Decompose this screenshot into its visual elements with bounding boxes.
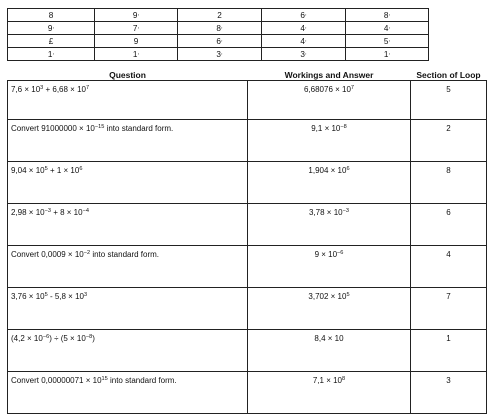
- question-row: [8, 81, 487, 120]
- exponent: ,: [52, 49, 55, 56]
- question-cell: [8, 330, 248, 372]
- expr-text: 4: [300, 36, 305, 46]
- exponent: ,: [304, 49, 307, 56]
- answer-cell: [248, 120, 411, 162]
- question-cell: [8, 120, 248, 162]
- expr-text: + 6,68 × 10: [43, 85, 86, 94]
- question-cell: [8, 372, 248, 414]
- exponent: 3: [40, 85, 44, 91]
- exponent: ,: [137, 10, 140, 17]
- answer-grid-cell: [8, 22, 95, 35]
- expr-text: ) ÷ (5 × 10: [49, 334, 86, 343]
- exponent: ,: [220, 36, 223, 43]
- expr-text: (4,2 × 10: [11, 334, 43, 343]
- expr-text: 7,6 × 10: [11, 85, 41, 94]
- answer-grid-cell: [262, 48, 346, 61]
- answer-cell: [248, 162, 411, 204]
- question-row: [8, 162, 487, 204]
- question-row: [8, 120, 487, 162]
- expr-text: 9,04 × 10: [11, 166, 45, 175]
- exponent: −8: [340, 124, 347, 130]
- section-cell: 1: [411, 330, 487, 372]
- expr-text: into standard form.: [107, 376, 177, 385]
- expr-text: 3,78 × 10: [309, 208, 343, 217]
- expr-text: - 5,8 × 10: [47, 292, 84, 301]
- exponent: −3: [44, 208, 51, 214]
- section-cell: 5: [411, 81, 487, 120]
- exponent: 5: [44, 166, 48, 172]
- exponent: ,: [388, 36, 391, 43]
- workings-header: Workings and Answer: [284, 69, 374, 80]
- exponent: ,: [220, 23, 223, 30]
- expr-text: 3,76 × 10: [11, 292, 45, 301]
- answer-grid-cell: [346, 22, 429, 35]
- expr-text: 2: [217, 10, 222, 20]
- answer-grid-cell: [346, 48, 429, 61]
- answer-grid-cell: [178, 22, 262, 35]
- expr-text: Convert 0,0009 × 10: [11, 250, 84, 259]
- exponent: ,: [304, 23, 307, 30]
- expr-text: 1: [383, 49, 389, 59]
- expr-text: 3,702 × 10: [308, 292, 347, 301]
- expr-text: 9: [47, 23, 53, 33]
- answer-cell: [248, 288, 411, 330]
- exponent: ,: [52, 23, 55, 30]
- answer-cell: [248, 204, 411, 246]
- expr-text: 6: [300, 10, 305, 20]
- expr-text: 7: [132, 23, 138, 33]
- expr-text: 8: [216, 23, 221, 33]
- answer-grid-cell: [262, 35, 346, 48]
- exponent: 15: [101, 376, 108, 382]
- answer-grid-cell: [346, 9, 429, 22]
- expr-text: 8: [383, 10, 389, 20]
- question-row: [8, 330, 487, 372]
- answer-grid-cell: [8, 35, 95, 48]
- exponent: −8: [85, 334, 93, 340]
- section-header: Section of Loop: [416, 69, 481, 80]
- question-row: [8, 372, 487, 414]
- exponent: 5: [346, 292, 350, 298]
- exponent: −3: [342, 208, 349, 214]
- answer-grid-row: [8, 22, 429, 35]
- answer-grid-cell: [262, 9, 346, 22]
- section-cell: 8: [411, 162, 487, 204]
- exponent: −6: [337, 250, 344, 256]
- expr-text: Convert 91000000 × 10: [11, 124, 95, 133]
- expr-text: 9: [132, 10, 138, 20]
- answer-grid-cell: [178, 35, 262, 48]
- expr-text: 9,1 × 10: [311, 124, 341, 133]
- answer-grid-cell: [95, 35, 178, 48]
- section-cell: 3: [411, 372, 487, 414]
- exponent: 6: [346, 166, 350, 172]
- section-cell: 2: [411, 120, 487, 162]
- exponent: 8: [342, 376, 346, 382]
- exponent: ,: [137, 23, 140, 30]
- exponent: 5: [44, 292, 48, 298]
- expr-text: 8,4 × 10: [314, 334, 344, 343]
- exponent: 6: [79, 166, 83, 172]
- expr-text: 2,98 × 10: [11, 208, 45, 217]
- exponent: ,: [137, 49, 140, 56]
- answer-grid-cell: [262, 22, 346, 35]
- expr-text: 1: [47, 49, 53, 59]
- answer-grid: [7, 8, 429, 61]
- expr-text: 9 × 10: [314, 250, 338, 259]
- questions-table: [7, 69, 487, 414]
- expr-text: Convert 0,00000071 × 10: [11, 376, 102, 385]
- expr-text: 1: [132, 49, 138, 59]
- expr-text: 6: [216, 36, 221, 46]
- answer-grid-cell: [8, 48, 95, 61]
- question-cell: [8, 162, 248, 204]
- answer-grid-cell: [346, 35, 429, 48]
- expr-text: 5: [383, 36, 389, 46]
- exponent: ,: [388, 49, 391, 56]
- expr-text: 4: [300, 23, 305, 33]
- answer-grid-cell: [178, 9, 262, 22]
- answer-grid-row: [8, 9, 429, 22]
- section-cell: 7: [411, 288, 487, 330]
- expr-text: + 1 × 10: [47, 166, 80, 175]
- answer-grid-cell: [8, 9, 95, 22]
- question-row: [8, 246, 487, 288]
- expr-text: into standard form.: [104, 124, 174, 133]
- expr-text: ): [92, 334, 95, 343]
- expr-text: + 8 × 10: [50, 208, 83, 217]
- exponent: 7: [85, 85, 90, 91]
- expr-text: £: [48, 36, 54, 46]
- question-cell: [8, 204, 248, 246]
- answer-cell: [248, 246, 411, 288]
- exponent: ,: [304, 36, 307, 43]
- exponent: ,: [220, 49, 223, 56]
- exponent: ,: [388, 10, 391, 17]
- question-row: [8, 288, 487, 330]
- question-row: [8, 204, 487, 246]
- expr-text: 3: [300, 49, 305, 59]
- expr-text: 3: [216, 49, 221, 59]
- answer-grid-cell: [95, 48, 178, 61]
- expr-text: 8: [48, 10, 54, 20]
- exponent: ,: [388, 23, 391, 30]
- expr-text: 1,904 × 10: [308, 166, 347, 175]
- expr-text: 9: [133, 36, 139, 46]
- question-cell: [8, 246, 248, 288]
- answer-grid-row: [8, 35, 429, 48]
- answer-grid-cell: [178, 48, 262, 61]
- expr-text: 6,68076 × 10: [303, 85, 351, 94]
- exponent: −4: [82, 208, 89, 214]
- exponent: −15: [94, 124, 105, 130]
- section-cell: 4: [411, 246, 487, 288]
- exponent: −2: [83, 250, 91, 256]
- exponent: 3: [83, 292, 88, 298]
- answer-cell: [248, 81, 411, 120]
- expr-text: into standard form.: [90, 250, 160, 259]
- expr-text: 4: [383, 23, 389, 33]
- exponent: 7: [350, 85, 355, 91]
- question-header: Question: [109, 69, 146, 80]
- answer-grid-cell: [95, 9, 178, 22]
- question-cell: [8, 81, 248, 120]
- answer-cell: [248, 330, 411, 372]
- expr-text: 7,1 × 10: [312, 376, 342, 385]
- section-cell: 6: [411, 204, 487, 246]
- exponent: −6: [42, 334, 50, 340]
- exponent: ,: [304, 10, 307, 17]
- answer-grid-cell: [95, 22, 178, 35]
- answer-cell: [248, 372, 411, 414]
- answer-grid-row: [8, 48, 429, 61]
- question-cell: [8, 288, 248, 330]
